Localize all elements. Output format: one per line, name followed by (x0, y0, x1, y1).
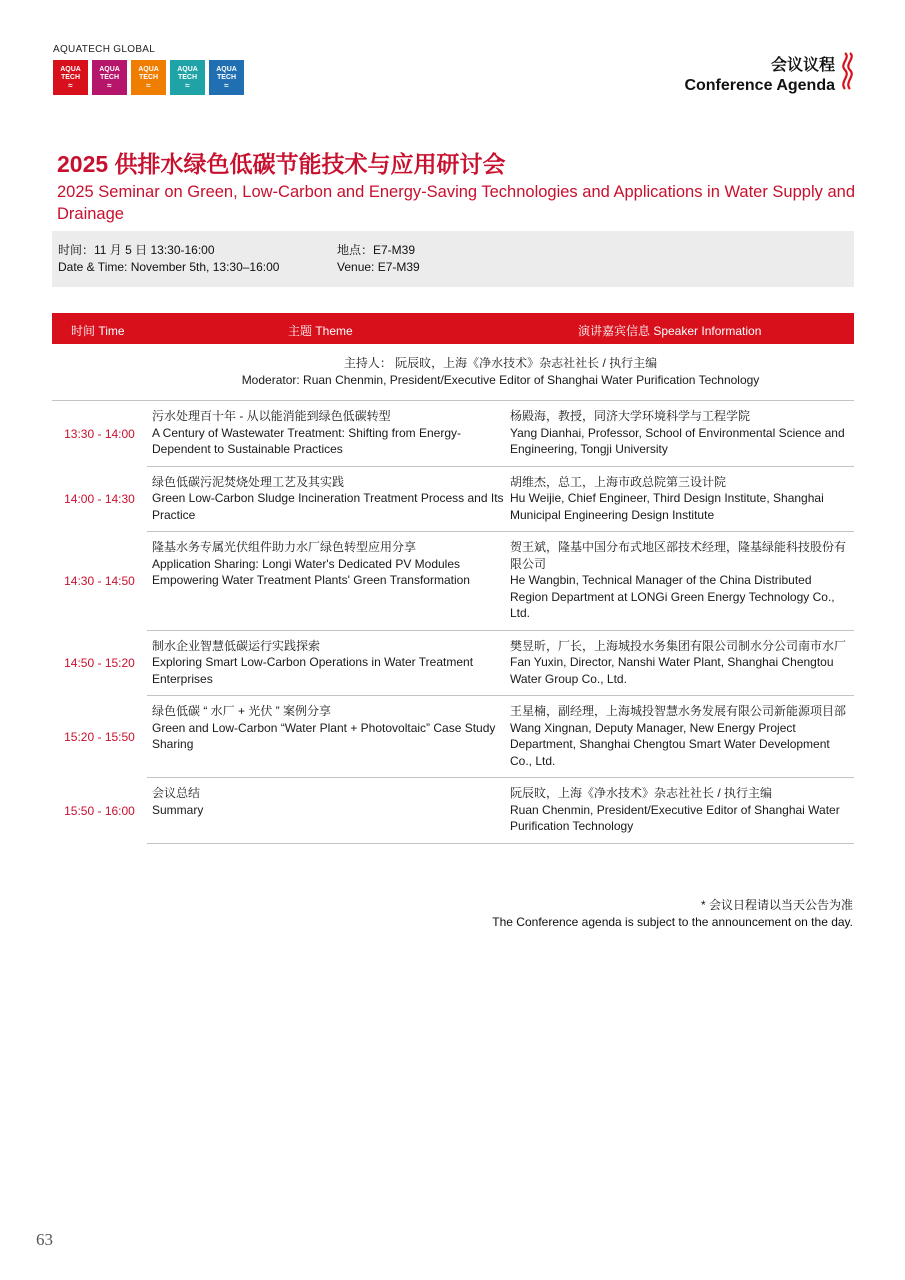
speaker-cn: 阮辰旼，上海《净水技术》杂志社社长 / 执行主编 (510, 786, 773, 800)
venue-en: Venue: E7-M39 (337, 260, 420, 274)
session-theme (147, 408, 506, 458)
theme-cn: 隆基水务专属光伏组件助力水厂绿色转型应用分享 (152, 540, 417, 554)
table-row (52, 532, 854, 631)
logo-line1: AQUA (216, 65, 237, 73)
theme-cn: 绿色低碳 “ 水厂 + 光伏 ” 案例分享 (152, 704, 332, 718)
aquatech-logo (209, 60, 244, 95)
wave-icon: ≈ (146, 80, 151, 90)
speaker-en: Fan Yuxin, Director, Nanshi Water Plant, Shanghai Chengtou Water Group Co., Ltd. (510, 655, 834, 686)
venue-cn: 地点：E7-M39 (337, 243, 416, 257)
speaker-en: He Wangbin, Technical Manager of the China Distributed Region Department at LONGi Green Energy Technology Co., Ltd. (510, 573, 835, 620)
session-cells (147, 401, 854, 467)
speaker-cn: 王星楠，副经理，上海城投智慧水务发展有限公司新能源项目部 (510, 704, 847, 718)
section-header (684, 52, 835, 95)
agenda-table (52, 313, 854, 844)
page-title-cn: 2025 供排水绿色低碳节能技术与应用研讨会 (57, 151, 506, 177)
page-number: 63 (36, 1230, 53, 1249)
session-theme (147, 638, 506, 688)
speaker-cn: 樊昱昕，厂长，上海城投水务集团有限公司制水分公司南市水厂 (510, 638, 847, 653)
theme-cn: 绿色低碳污泥焚烧处理工艺及其实践 (152, 474, 345, 489)
session-theme (147, 703, 506, 769)
logo-line2: TECH (216, 73, 237, 81)
speaker-en: Hu Weijie, Chief Engineer, Third Design Institute, Shanghai Municipal Engineering Design Institute (510, 491, 824, 522)
theme-cn: 会议总结 (152, 786, 201, 800)
brand-logos (53, 60, 244, 95)
speaker-en: Ruan Chenmin, President/Executive Editor of Shanghai Water Purification Technology (510, 802, 840, 833)
table-row (52, 467, 854, 533)
session-time: 14:30 - 14:50 (64, 574, 135, 589)
brand-name: AQUATECH GLOBAL (53, 44, 156, 55)
theme-en: Exploring Smart Low-Carbon Operations in Water Treatment Enterprises (152, 655, 474, 686)
session-cells (147, 696, 854, 778)
venue-block (337, 242, 420, 276)
logo-line2: TECH (99, 73, 120, 81)
speaker-cn: 胡维杰，总工，上海市政总院第三设计院 (510, 474, 727, 489)
table-row (52, 778, 854, 844)
logo-line1: AQUA (60, 65, 81, 73)
theme-cn: 污水处理百十年 - 从以能消能到绿色低碳转型 (152, 409, 391, 423)
moderator-row (52, 344, 854, 401)
wave-icon: ≈ (68, 80, 73, 90)
logo-line1: AQUA (99, 65, 120, 73)
session-speaker (506, 785, 854, 835)
wave-icon: ≈ (224, 80, 229, 90)
logo-line2: TECH (177, 73, 198, 81)
aquatech-logo (170, 60, 205, 95)
session-theme (147, 539, 506, 622)
session-time: 15:20 - 15:50 (64, 730, 135, 744)
note-cn: * 会议日程请以当天公告为准 (700, 898, 853, 912)
session-time: 14:50 - 15:20 (64, 656, 135, 671)
table-header (52, 313, 854, 344)
session-time: 13:30 - 14:00 (64, 426, 135, 441)
section-title-cn: 会议议程 (770, 57, 835, 74)
session-time: 14:00 - 14:30 (64, 492, 135, 507)
column-header-theme: 主题 Theme (288, 324, 353, 338)
aquatech-logo (131, 60, 166, 95)
theme-en: Green Low-Carbon Sludge Incineration Treatment Process and Its Practice (152, 491, 504, 522)
wave-icon: ≈ (107, 80, 112, 90)
wave-icon: ≈ (185, 80, 190, 90)
session-theme (147, 785, 506, 835)
session-speaker (506, 408, 854, 458)
moderator-cn: 主持人： 阮辰旼，上海《净水技术》杂志社社长 / 执行主编 (343, 356, 658, 370)
table-row (52, 401, 854, 467)
event-info-box (52, 231, 854, 287)
session-time: 15:50 - 16:00 (64, 803, 135, 818)
logo-line1: AQUA (177, 65, 198, 73)
theme-en: Summary (152, 802, 204, 817)
logo-line2: TECH (138, 73, 159, 81)
decorative-wave-icon (841, 52, 855, 90)
speaker-cn: 贺王斌，隆基中国分布式地区部技术经理，隆基绿能科技股份有限公司 (510, 540, 847, 571)
logo-line1: AQUA (138, 65, 159, 73)
session-cells (147, 467, 854, 533)
speaker-en: Wang Xingnan, Deputy Manager, New Energy Project Department, Shanghai Chengtou Smart Water Development Co., Ltd. (510, 720, 830, 768)
session-speaker (506, 539, 854, 622)
speaker-en: Yang Dianhai, Professor, School of Environmental Science and Engineering, Tongji University (510, 425, 845, 456)
note-en: The Conference agenda is subject to the announcement on the day. (492, 915, 853, 929)
agenda-rows (52, 401, 854, 844)
agenda-note (492, 897, 853, 931)
session-speaker (506, 638, 854, 688)
table-row (52, 631, 854, 697)
column-header-speaker: 演讲嘉宾信息 Speaker Information (578, 324, 762, 338)
theme-cn: 制水企业智慧低碳运行实践探索 (152, 638, 321, 653)
session-cells (147, 532, 854, 631)
theme-en: Green and Low-Carbon “Water Plant + Photovoltaic” Case Study Sharing (152, 720, 496, 751)
theme-en: Application Sharing: Longi Water's Dedicated PV Modules Empowering Water Treatment Plants' Green Transformation (152, 556, 470, 587)
session-theme (147, 474, 506, 524)
page-title-en: 2025 Seminar on Green, Low-Carbon and Energy-Saving Technologies and Applications in Water Supply and Drainage (57, 183, 855, 223)
aquatech-logo (92, 60, 127, 95)
moderator-en: Moderator: Ruan Chenmin, President/Executive Editor of Shanghai Water Purification Technology (241, 373, 760, 387)
section-title-en: Conference Agenda (684, 77, 835, 94)
date-time-cn: 时间：11 月 5 日 13:30-16:00 (58, 243, 215, 257)
table-row (52, 696, 854, 778)
session-speaker (506, 474, 854, 524)
session-cells (147, 631, 854, 697)
logo-line2: TECH (60, 73, 81, 81)
session-speaker (506, 703, 854, 769)
session-cells (147, 778, 854, 844)
column-header-time: 时间 Time (71, 324, 125, 338)
aquatech-logo (53, 60, 88, 95)
date-time-block (58, 242, 279, 276)
speaker-cn: 杨殿海，教授，同济大学环境科学与工程学院 (510, 409, 751, 423)
date-time-en: Date & Time: November 5th, 13:30–16:00 (58, 260, 280, 274)
theme-en: A Century of Wastewater Treatment: Shifting from Energy-Dependent to Sustainable Practices (152, 425, 462, 456)
